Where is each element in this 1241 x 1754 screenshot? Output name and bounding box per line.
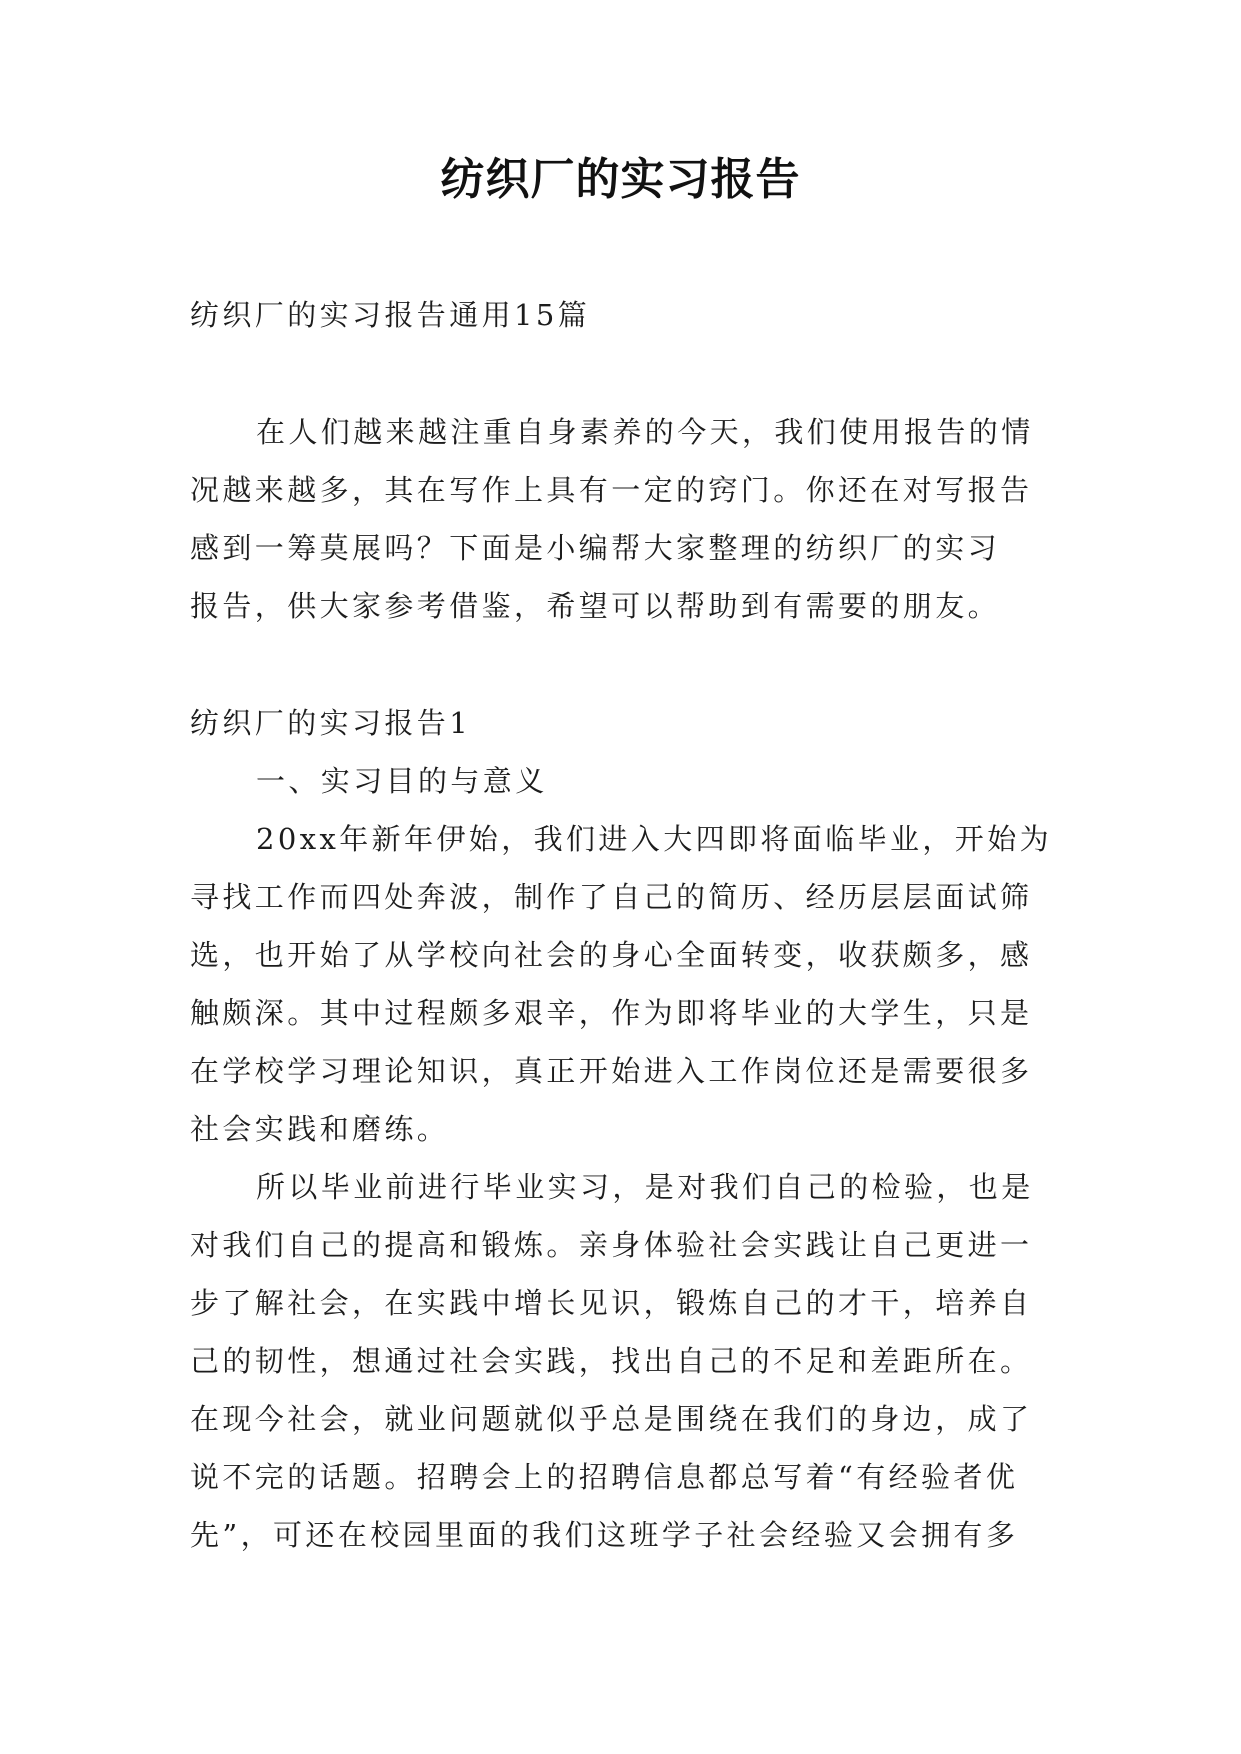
paragraph2-line: 对我们自己的提高和锻炼。亲身体验社会实践让自己更进一 (190, 1228, 1033, 1262)
paragraph2-line: 先”，可还在校园里面的我们这班学子社会经验又会拥有多 (190, 1518, 1019, 1552)
paragraph1-line: 社会实践和磨练。 (190, 1112, 450, 1146)
subtitle-line: 纺织厂的实习报告通用15篇 (190, 298, 591, 332)
paragraph2-line: 说不完的话题。招聘会上的招聘信息都总写着“有经验者优 (190, 1460, 1019, 1494)
paragraph2-line: 己的韧性，想通过社会实践，找出自己的不足和差距所在。 (190, 1344, 1033, 1378)
intro-line: 感到一筹莫展吗？下面是小编帮大家整理的纺织厂的实习 (190, 531, 1001, 565)
paragraph1-line: 触颇深。其中过程颇多艰辛，作为即将毕业的大学生，只是 (190, 996, 1033, 1030)
paragraph2-line: 步了解社会，在实践中增长见识，锻炼自己的才干，培养自 (190, 1286, 1033, 1320)
intro-line: 在人们越来越注重自身素养的今天，我们使用报告的情 (256, 415, 1034, 449)
document-title: 纺织厂的实习报告 (440, 154, 801, 205)
section-body (190, 752, 1070, 1564)
intro-line: 报告，供大家参考借鉴，希望可以帮助到有需要的朋友。 (190, 589, 1001, 623)
document-subtitle (190, 286, 1070, 344)
paragraph1-line: 20xx年新年伊始，我们进入大四即将面临毕业，开始为 (256, 822, 1053, 856)
section-title-line: 纺织厂的实习报告1 (190, 706, 472, 740)
section-heading: 一、实习目的与意义 (256, 764, 548, 798)
section-title (190, 694, 1070, 752)
intro-line: 况越来越多，其在写作上具有一定的窍门。你还在对写报告 (190, 473, 1033, 507)
paragraph1-line: 选，也开始了从学校向社会的身心全面转变，收获颇多，感 (190, 938, 1033, 972)
paragraph2-line: 在现今社会，就业问题就似乎总是围绕在我们的身边，成了 (190, 1402, 1033, 1436)
paragraph1-line: 寻找工作而四处奔波，制作了自己的简历、经历层层面试筛 (190, 880, 1033, 914)
intro-paragraph (190, 403, 1070, 635)
paragraph2-line: 所以毕业前进行毕业实习，是对我们自己的检验，也是 (256, 1170, 1034, 1204)
paragraph1-line: 在学校学习理论知识，真正开始进入工作岗位还是需要很多 (190, 1054, 1033, 1088)
